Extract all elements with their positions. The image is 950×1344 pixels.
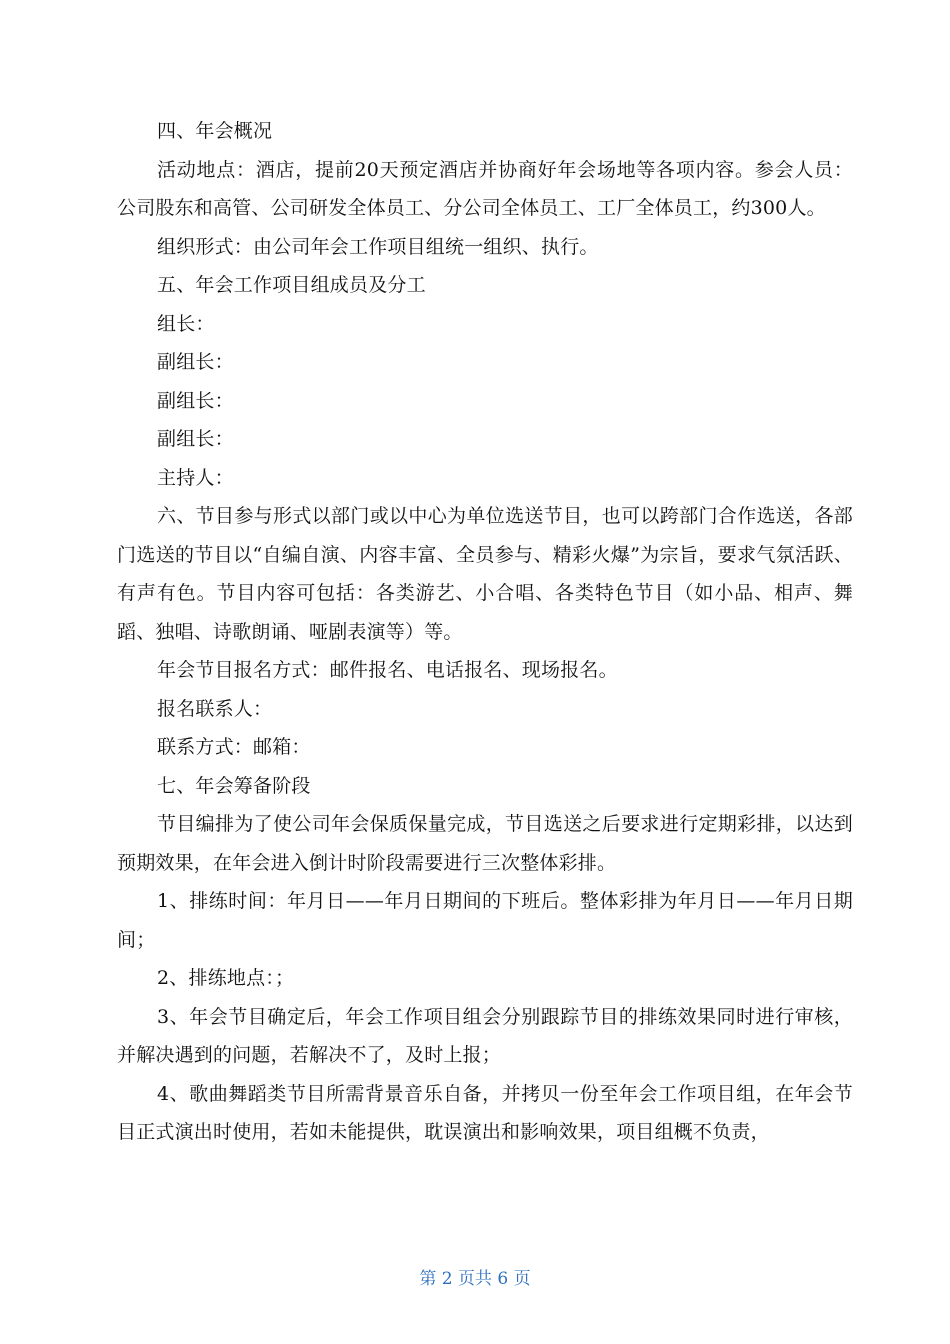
section-heading-team: 五、年会工作项目组成员及分工 — [157, 274, 426, 296]
list-item-rehearsal-time: 1、排练时间：年月日——年月日期间的下班后。整体彩排为年月日——年月日期间； — [117, 890, 853, 951]
paragraph-registration-method: 年会节目报名方式：邮件报名、电话报名、现场报名。 — [157, 659, 618, 681]
contact-info: 联系方式：邮箱： — [157, 736, 311, 758]
list-item-rehearsal-location: 2、排练地点：； — [157, 967, 295, 989]
section-heading-preparation: 七、年会筹备阶段 — [157, 774, 311, 797]
host: 主持人： — [157, 466, 234, 489]
team-leader: 组长： — [157, 312, 215, 335]
page-number-footer: 第 2 页共 6 页 — [419, 1269, 531, 1289]
deputy-leader-3: 副组长： — [157, 428, 234, 450]
deputy-leader-1: 副组长： — [157, 351, 234, 373]
paragraph-venue-attendees: 活动地点：酒店，提前20天预定酒店并协商好年会场地等各项内容。参会人员：公司股东和高管、公司研发全体员工、分公司全体员工、工厂全体员工，约300人。 — [117, 158, 853, 219]
section-heading-overview: 四、年会概况 — [157, 120, 273, 142]
list-item-review: 3、年会节目确定后，年会工作项目组会分别跟踪节目的排练效果同时进行审核，并解决遇到的问题，若解决不了，及时上报； — [117, 1005, 853, 1066]
paragraph-rehearsal-plan: 节目编排为了使公司年会保质保量完成，节目选送之后要求进行定期彩排，以达到预期效果，在年会进入倒计时阶段需要进行三次整体彩排。 — [117, 813, 853, 874]
list-item-music: 4、歌曲舞蹈类节目所需背景音乐自备，并拷贝一份至年会工作项目组，在年会节目正式演出时使用，若如未能提供，耽误演出和影响效果，项目组概不负责， — [117, 1082, 853, 1143]
document-body — [117, 112, 853, 1152]
registration-contact: 报名联系人： — [157, 697, 273, 720]
section-heading-programs: 六、节目参与形式以部门或以中心为单位选送节目，也可以跨部门合作选送，各部门选送的节目以“自编自演、内容丰富、全员参与、精彩火爆”为宗旨，要求气氛活跃、有声有色。节目内容可包括：各类游艺、小合唱、各类特色节目（如小品、相声、舞蹈、独唱、诗歌朗诵、哑剧表演等）等。 — [117, 505, 853, 643]
paragraph-organization: 组织形式：由公司年会工作项目组统一组织、执行。 — [157, 235, 599, 258]
deputy-leader-2: 副组长： — [157, 389, 234, 412]
